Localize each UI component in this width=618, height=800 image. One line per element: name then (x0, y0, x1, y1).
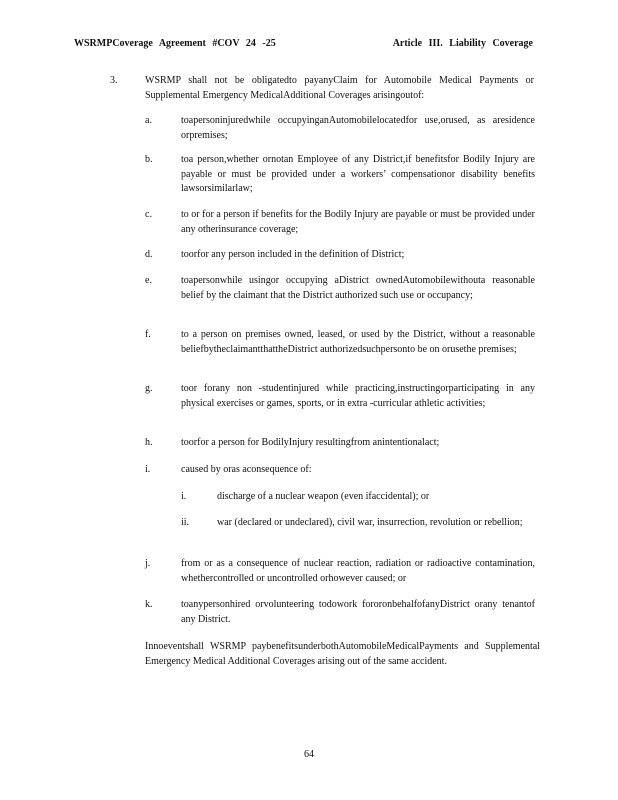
list-item-label: b. (145, 154, 153, 165)
section-intro: WSRMP shall not be obligatedto payanyClaim for Automobile Medical Payments or Supplemental Emergency MedicalAdditional Coverages arisingoutof: (145, 75, 534, 101)
list-item-label: d. (145, 249, 153, 260)
list-item-text: toapersonwhile usingor occupying aDistrict ownedAutomobilewithouta reasonable belief by the claimant that the District authorized such use or occupancy; (181, 275, 535, 301)
list-item-text: toor forany non -studentinjured while practicing,instructingorparticipating in any physical exercises or games, sports, or in extra -curricular athletic activities; (181, 383, 535, 409)
list-item-label: k. (145, 599, 153, 610)
list-item-label: f. (145, 329, 151, 340)
page-number: 64 (304, 749, 314, 760)
list-item-text: toa person,whether ornotan Employee of any District,if benefitsfor Bodily Injury are payable or must be provided under a workers’ compensationor disability benefits lawsorsimilarlaw; (181, 154, 535, 194)
list-item-text: to a person on premises owned, leased, or used by the District, without a reasonable beliefbytheclaimantthattheDistrict authorizedsuchpersonto be on orusethe premises; (181, 329, 535, 355)
sub-item-label: i. (181, 491, 187, 502)
header-left: WSRMPCoverage Agreement #COV 24 -25 (74, 38, 276, 49)
list-item-text: toorfor any person included in the definition of District; (181, 249, 405, 260)
sub-item-label: ii. (181, 517, 190, 528)
list-item-label: g. (145, 383, 153, 394)
sub-item-text: war (declared or undeclared), civil war, insurrection, revolution or rebellion; (217, 517, 523, 528)
section-number: 3. (110, 75, 118, 86)
list-item-text: caused by oras aconsequence of: (181, 464, 312, 475)
list-item-text: toanypersonhired orvolunteering todowork fororonbehalfofanyDistrict orany tenantof any District. (181, 599, 535, 625)
list-item-text: to or for a person if benefits for the Bodily Injury are payable or must be provided under any otherinsurance coverage; (181, 209, 535, 235)
list-item-text: toapersoninjuredwhile occupyinganAutomobilelocatedfor use,orused, as aresidence orpremises; (181, 115, 535, 141)
list-item-text: from or as a consequence of nuclear reaction, radiation or radioactive contamination, whethercontrolled or uncontrolled orhowever caused; or (181, 558, 535, 584)
list-item-label: a. (145, 115, 152, 126)
closing-paragraph: Innoeventshall WSRMP paybenefitsunderbothAutomobileMedicalPayments and Supplemental Emergency Medical Additional Coverages arising out of the same accident. (145, 641, 540, 667)
list-item-label: e. (145, 275, 152, 286)
list-item-text: toorfor a person for BodilyInjury resultingfrom anintentionalact; (181, 437, 440, 448)
list-item-label: i. (145, 464, 151, 475)
list-item-label: c. (145, 209, 152, 220)
list-item-label: j. (145, 558, 151, 569)
list-item-label: h. (145, 437, 153, 448)
header-right: Article III. Liability Coverage (392, 38, 533, 49)
sub-item-text: discharge of a nuclear weapon (even ifaccidental); or (217, 491, 430, 502)
